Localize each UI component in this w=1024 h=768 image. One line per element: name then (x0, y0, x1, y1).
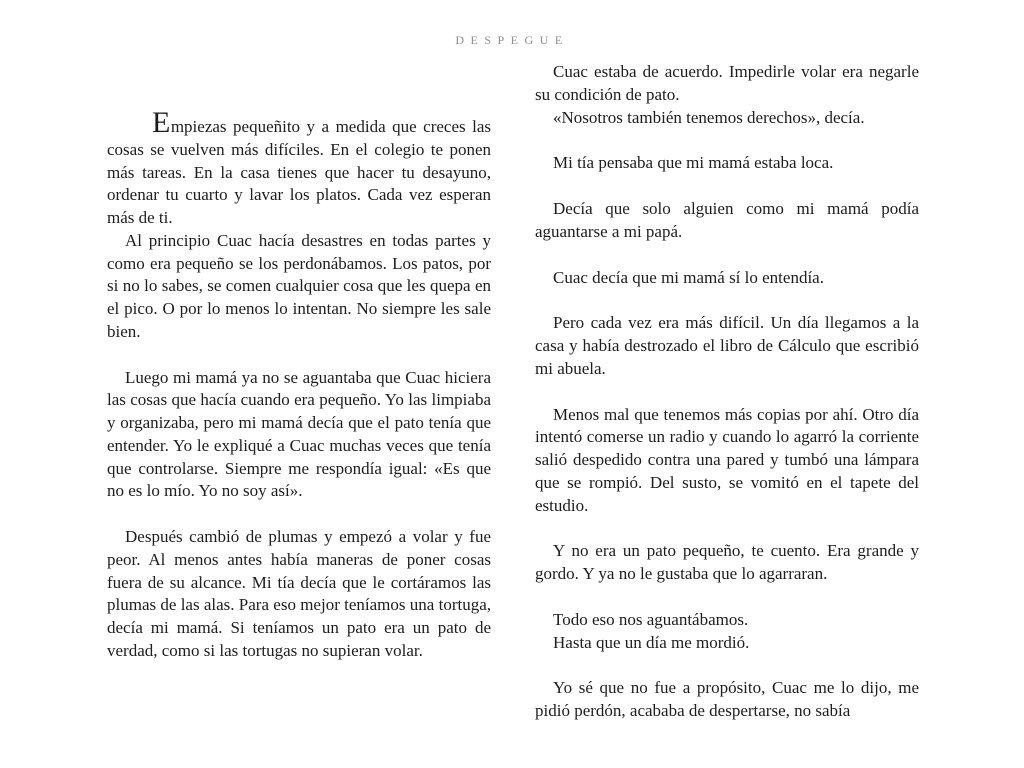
paragraph: Decía que solo alguien como mi mamá podía aguantarse a mi papá. (535, 199, 919, 241)
paragraph: Empiezas pequeñito y a medida que creces las cosas se vuelven más difíciles. En el colegio te ponen más tareas. En la casa tienes que hacer tu desayuno, ordenar tu cuarto y lavar los platos. Cada vez esperan más de ti. (107, 106, 491, 227)
paragraph: Después cambió de plumas y empezó a volar y fue peor. Al menos antes había maneras de poner cosas fuera de su alcance. Mi tía decía que le cortáramos las plumas de las alas. Para eso mejor teníamos una tortuga, decía mi mamá. Si teníamos un pato era un pato de verdad, como si las tortugas no supieran volar. (107, 527, 491, 660)
paragraph: Cuac decía que mi mamá sí lo entendía. (553, 267, 824, 287)
paragraph: «Nosotros también tenemos derechos», decía. (553, 107, 865, 127)
paragraph: Hasta que un día me mordió. (553, 632, 750, 652)
paragraph: Mi tía pensaba que mi mamá estaba loca. (553, 153, 834, 173)
paragraph: Y no era un pato pequeño, te cuento. Era grande y gordo. Y ya no le gustaba que lo agarraran. (535, 541, 919, 583)
paragraph: Todo eso nos aguantábamos. (553, 609, 749, 629)
paragraph: Pero cada vez era más difícil. Un día llegamos a la casa y había destrozado el libro de Cálculo que escribió mi abuela. (535, 313, 919, 378)
paragraph: Cuac estaba de acuerdo. Impedirle volar era negarle su condición de pato. (535, 62, 919, 104)
chapter-running-head: DESPEGUE (455, 33, 569, 47)
paragraph: Luego mi mamá ya no se aguantaba que Cuac hiciera las cosas que hacía cuando era pequeño. Yo las limpiaba y organizaba, pero mi mamá decía que el pato tenía que entender. Yo le expliqué a Cuac muchas veces que tenía que controlarse. Siempre me respondía igual: «Es que no es lo mío. Yo no soy así». (107, 367, 491, 501)
paragraph: Al principio Cuac hacía desastres en todas partes y como era pequeño se los perdonábamos. Los patos, por si no lo sabes, se comen cualquier cosa que les quepa en el pico. O por lo menos lo intentan. No siempre les sale bien. (107, 230, 491, 341)
right-text-column (535, 61, 919, 723)
paragraph: Yo sé que no fue a propósito, Cuac me lo dijo, me pidió perdón, acababa de despertarse, no sabía (535, 678, 919, 720)
drop-cap-initial: E (152, 106, 171, 139)
left-text-column (107, 106, 491, 663)
paragraph: Menos mal que tenemos más copias por ahí. Otro día intentó comerse un radio y cuando lo agarró la corriente salió despedido contra una pared y tumbó una lámpara que se rompió. Del susto, se vomitó en el tapete del estudio. (535, 404, 919, 515)
